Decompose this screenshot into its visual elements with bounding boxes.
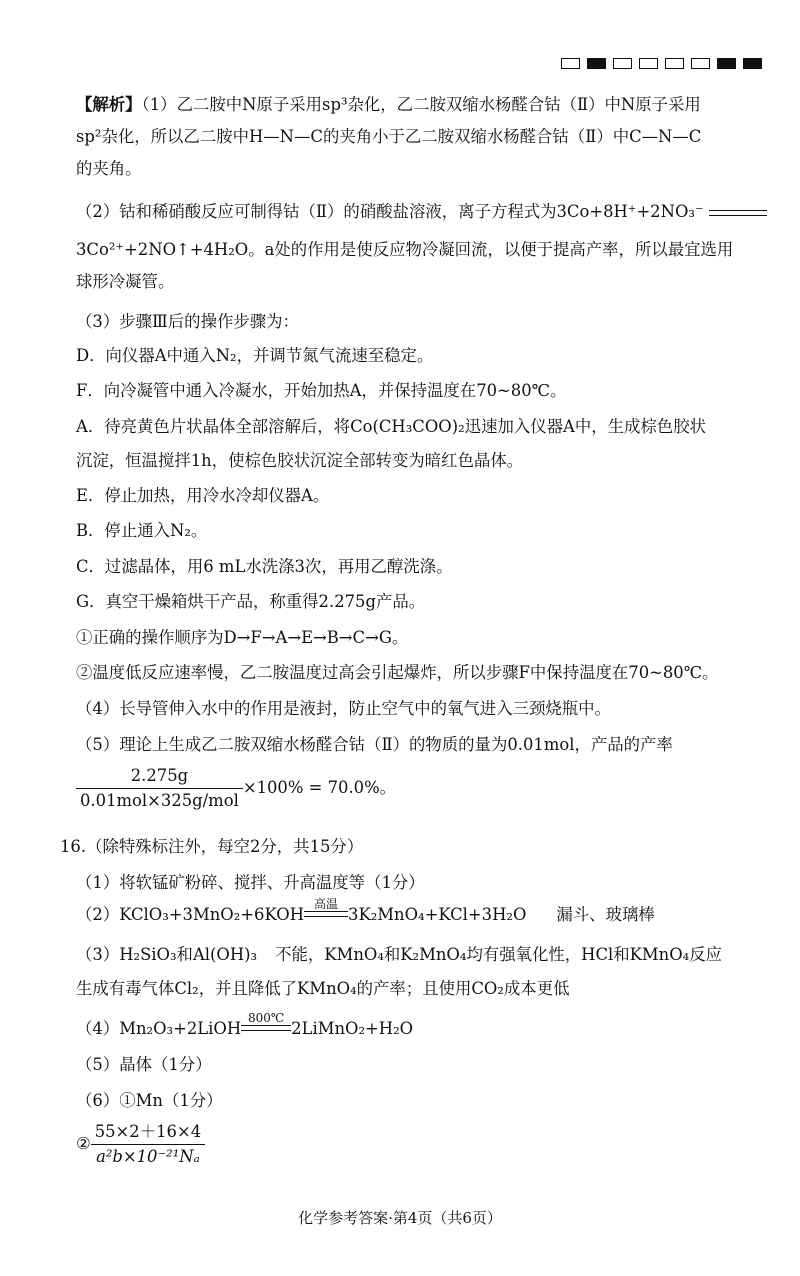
mark-empty [665,58,684,69]
operation-order: ①正确的操作顺序为D→F→A→E→B→C→G。 [76,628,409,647]
analysis-p5-line1: （5）理论上生成乙二胺双缩水杨醛合钴（Ⅱ）的物质的量为0.01mol，产品的产率 [76,735,673,754]
q16-a3-reason: 不能，KMnO₄和K₂MnO₄均有强氧化性，HCl和KMnO₄反应 [275,945,723,964]
density-denominator: a²b×10⁻²¹Nₐ [96,1147,200,1166]
yield-denominator: 0.01mol×325g/mol [80,791,239,810]
step-a-line1: A．待亮黄色片状晶体全部溶解后，将Co(CH₃COO)₂迅速加入仪器A中，生成棕色胶状 [76,417,706,436]
yield-numerator: 2.275g [76,766,243,789]
q16-a4-reactants: （4）Mn₂O₃+2LiOH [76,1019,242,1038]
yield-fraction [76,766,243,811]
page-footer: 化学参考答案·第4页（共6页） [298,1209,502,1227]
q16-answer-3-line1 [76,944,722,966]
analysis-p1-text: （1）乙二胺中N原子采用sp³杂化，乙二胺双缩水杨醛合钴（Ⅱ）中N原子采用 [141,95,701,114]
q16-a2-reactants: （2）KClO₃+3MnO₂+6KOH [76,905,305,924]
analysis-p1-line2: sp²杂化，所以乙二胺中H—N—C的夹角小于乙二胺双缩水杨醛合钴（Ⅱ）中C—N—C [76,127,702,146]
analysis-p1-line3: 的夹角。 [76,159,142,178]
q16-answer-3-line2: 生成有毒气体Cl₂，并且降低了KMnO₄的产率；且使用CO₂成本更低 [76,979,570,998]
step-e: E．停止加热，用冷水冷却仪器A。 [76,486,330,505]
q16-answer-5: （5）晶体（1分） [76,1055,212,1074]
analysis-p1-line1 [76,94,701,116]
q16-a2-apparatus: 漏斗、玻璃棒 [556,905,655,924]
analysis-p4: （4）长导管伸入水中的作用是液封，防止空气中的氧气进入三颈烧瓶中。 [76,699,611,718]
density-fraction [91,1122,205,1167]
corner-marks [561,58,762,69]
q16-answer-2 [76,897,655,926]
q16-a3-substances: （3）H₂SiO₃和Al(OH)₃ [76,945,258,964]
step-d: D．向仪器A中通入N₂，并调节氮气流速至稳定。 [76,346,434,365]
mark-filled [743,58,762,69]
reaction-condition [241,1012,291,1031]
equal-sign [709,209,767,216]
reaction-condition [304,898,348,917]
analysis-label: 【解析】 [76,95,142,114]
analysis-p2-text: （2）钴和稀硝酸反应可制得钴（Ⅱ）的硝酸盐溶液，离子方程式为3Co+8H⁺+2NO₃⁻ [76,202,704,221]
yield-result: ×100% = 70.0%。 [242,778,397,797]
step-b: B．停止通入N₂。 [76,521,208,540]
mark-filled [717,58,736,69]
q16-answer-6: （6）①Mn（1分） [76,1091,223,1110]
mark-empty [613,58,632,69]
analysis-p2-line1 [76,201,767,223]
mark-empty [561,58,580,69]
q16-a4-products: 2LiMnO₂+H₂O [291,1019,414,1038]
condition-800c: 800℃ [247,1011,285,1025]
mark-empty [691,58,710,69]
step-f: F．向冷凝管中通入冷凝水，开始加热A，并保持温度在70~80℃。 [76,381,567,400]
density-numerator: 55×2＋16×4 [91,1122,205,1145]
q16-answer-1: （1）将软锰矿粉碎、搅拌、升高温度等（1分） [76,873,425,892]
step-c: C．过滤晶体，用6 mL水洗涤3次，再用乙醇洗涤。 [76,557,453,576]
step-g: G．真空干燥箱烘干产品，称重得2.275g产品。 [76,592,426,611]
condition-high-temp: 高温 [314,897,339,911]
step-a-line2: 沉淀，恒温搅拌1h，使棕色胶状沉淀全部转变为暗红色晶体。 [76,451,524,470]
yield-formula [76,766,396,811]
q16-answer-6b [76,1122,205,1167]
analysis-p3-title: （3）步骤Ⅲ后的操作步骤为： [76,312,299,331]
temperature-reason: ②温度低反应速率慢，乙二胺温度过高会引起爆炸，所以步骤F中保持温度在70~80℃。 [76,663,719,682]
mark-filled [587,58,606,69]
q16-header: 16.（除特殊标注外，每空2分，共15分） [60,837,364,856]
q16-a2-products: 3K₂MnO₄+KCl+3H₂O [348,905,527,924]
analysis-p2-line3: 球形冷凝管。 [76,272,175,291]
analysis-p2-line2: 3Co²⁺+2NO↑+4H₂O。a处的作用是使反应物冷凝回流，以便于提高产率，所以最宜选用 [76,240,734,259]
mark-empty [639,58,658,69]
q16-answer-4 [76,1011,414,1040]
circled-two: ② [76,1134,91,1153]
